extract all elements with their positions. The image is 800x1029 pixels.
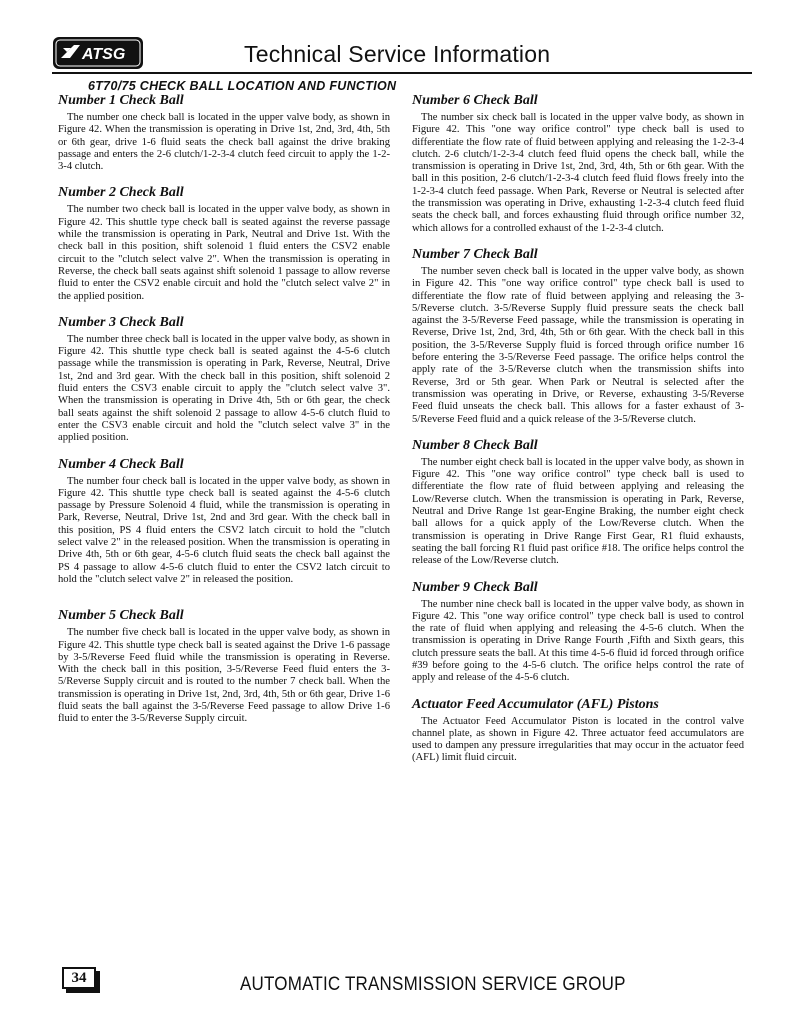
page-number: 34	[62, 967, 96, 989]
section-body: The number six check ball is located in the upper valve body, as shown in Figure 42. This "one way orifice control" type check ball is used to differentiate the flow rate of fluid between applying and releasing the 1-2-3-4 clutch. 2-6 clutch/1-2-3-4 clutch feed fluid opens the check ball, while the transmission is operating in Drive 1st, 2nd, 3rd, 4th, 5th or 6th gear. With the ball in this position, 2-6 clutch/1-2-3-4 clutch feed fluid flows freely into the 1-2-3-4 clutch feed passage. When Park, Reverse or Neutral is selected after the transmission was operating in Drive, exhausting 1-2-3-4 clutch feed fluid seats the check ball, and forces exhausting fluid through orifice number 32, which allows for a controlled exhaust of the 1-2-3-4 clutch.	[412, 112, 744, 234]
section-heading: Number 9 Check Ball	[412, 579, 538, 595]
section-heading: Number 4 Check Ball	[58, 456, 184, 472]
section-heading: Number 2 Check Ball	[58, 185, 184, 201]
svg-text:ATSG: ATSG	[82, 46, 126, 63]
section-heading: Number 8 Check Ball	[412, 437, 538, 453]
section-body: The number two check ball is located in the upper valve body, as shown in Figure 42. This shuttle type check ball is seated against the reverse passage while the transmission is operating in Park, Neutral and Drive 1st. With the check ball in this position, shift solenoid 1 fluid enters the CSV2 enable circuit to the "clutch select valve 2". When the transmission is operating in Reverse, the check ball seats against shift solenoid 1 passage to allow reverse fluid to enter the CSV2 enable circuit and hold the "clutch select valve 2" in the applied position.	[58, 204, 390, 302]
left-column	[58, 93, 390, 738]
right-column	[412, 93, 744, 777]
section-body: The number seven check ball is located in the upper valve body, as shown in Figure 42. This "one way orifice control" type check ball is used to differentiate the flow rate of fluid between applying and releasing the 3-5/Reverse clutch. 3-5/Reverse Supply fluid pressure seats the check ball against the 3-5/Reverse Feed passage, while the transmission is operating in Reverse, Drive 1st, 2nd, 3rd, 4th, 5th or 6th gear. With the check ball in this position, the 3-5/Reverse Supply fluid is forced through orifice number 16 before entering the 3-5/Reverse Feed passage. The orifice helps control the apply rate of the 3-5/Reverse clutch when the transmission shifts into Reverse, 3rd or 5th gear. When Park or Neutral is selected after the transmission was operating in Drive, or Reverse, exhausting 3-5/Reverse Feed fluid unseats the check ball. This allows for a faster exhaust of 3-5/Reverse Feed fluid and a quick release of the 3-5/Reverse clutch.	[412, 265, 744, 425]
header-title: Technical Service Information	[244, 41, 551, 67]
section-body: The number three check ball is located in the upper valve body, as shown in Figure 42. This shuttle type check ball is seated against the 4-5-6 clutch passage while the transmission is operating in Park, Reverse, Neutral, Drive 1st, 2nd and 3rd gear. With the check ball in this position, shift solenoid 2 fluid enters the CSV3 enable circuit to apply the "clutch select valve 3". When the transmission is operating in Drive 4th, 5th or 6th gear, the check ball seats against the shift solenoid 2 passage to allow 4-5-6 clutch fluid to enter the CSV3 enable circuit and hold the "clutch select valve 3" in the applied position.	[58, 333, 390, 444]
section-body: The Actuator Feed Accumulator Piston is located in the control valve channel plate, as shown in Figure 42. Three actuator feed accumulators are used to dampen any pressure irregularities that may occur in the actuator feed (AFL) limit fluid circuit.	[412, 715, 744, 764]
section-body: The number four check ball is located in the upper valve body, as shown in Figure 42. This shuttle type check ball is seated against the 4-5-6 clutch passage by Pressure Solenoid 4 fluid, while the transmission is operating in Park, Reverse, Neutral, Drive 1st, 2nd and 3rd gear. With the check ball in this position, PS 4 fluid enters the CSV2 latch circuit to hold the "clutch select valve 2" in the released position. When the transmission is operating in Drive 4th, 5th or 6th gear, 4-5-6 clutch fluid seats the check ball against the PS 4 passage to allow 4-5-6 clutch fluid to enter the CSV2 latch circuit to hold the "clutch select valve 2" in released the position.	[58, 475, 390, 585]
section-heading: Number 6 Check Ball	[412, 93, 538, 108]
atsg-logo	[52, 36, 144, 70]
footer-organization: AUTOMATIC TRANSMISSION SERVICE GROUP	[240, 973, 626, 995]
header-divider	[52, 72, 752, 74]
section-heading: Number 1 Check Ball	[58, 93, 184, 108]
section-body: The number one check ball is located in the upper valve body, as shown in Figure 42. When the transmission is operating in Drive 1st, 2nd, 3rd, 4th, 5th or 6th gear, drive 1-6 fluid seats the check ball against the drive braking passage and enters the 2-6 clutch/1-2-3-4 clutch feed circuit to apply the 1-2-3-4 clutch.	[58, 112, 390, 173]
section-heading: Number 5 Check Ball	[58, 608, 184, 624]
section-heading: Number 3 Check Ball	[58, 314, 184, 330]
section-heading: Actuator Feed Accumulator (AFL) Pistons	[412, 696, 659, 712]
section-heading: Number 7 Check Ball	[412, 246, 538, 262]
section-body: The number five check ball is located in the upper valve body, as shown in Figure 42. This shuttle type check ball is seated against the Drive 1-6 passage by 3-5/Reverse Feed fluid while the transmission is operating in Reverse. With the check ball in this position, 3-5/Reverse Feed fluid enters the 3-5/Reverse Supply circuit and is routed to the number 7 check ball. When the transmission is operating in Drive 1st, 2nd, 3rd, 4th, 5th or 6th gear, Drive 1-6 fluid seats the ball against the 3-5/Reverse Feed passage to allow Drive 1-6 fluid to enter the 3-5/Reverse Supply circuit.	[58, 627, 390, 725]
document-subtitle: 6T70/75 CHECK BALL LOCATION AND FUNCTION	[88, 79, 397, 93]
section-body: The number eight check ball is located in the upper valve body, as shown in Figure 42. This "one way orifice control" type check ball is used to differentiate the flow rate of fluid between applying and releasing the Low/Reverse clutch. When the transmission is operating in Park, Reverse, Neutral and Drive Range 1st gear-Engine Braking, the number eight check ball allows for a quick apply of the Low/Reverse clutch. When the transmission is operating in Drive Range First Gear, R1 fluid exhausts, seating the ball forcing R1 fluid past orifice #18. The orifice helps control the release of the Low/Reverse clutch.	[412, 456, 744, 567]
section-body: The number nine check ball is located in the upper valve body, as shown in Figure 42. This "one way orifice control" type check ball is used to control the rate of fluid when applying and releasing the 4-5-6 clutch. When the transmission is operating in Drive Range Fourth ,Fifth and Sixth gears, this clutch pressure seats the ball. At this time 4-5-6 fluid id forced through orifice #39 before going to the 4-5-6 clutch. The orifice helps control the rate of apply and release of the 4-5-6 clutch.	[412, 598, 744, 684]
